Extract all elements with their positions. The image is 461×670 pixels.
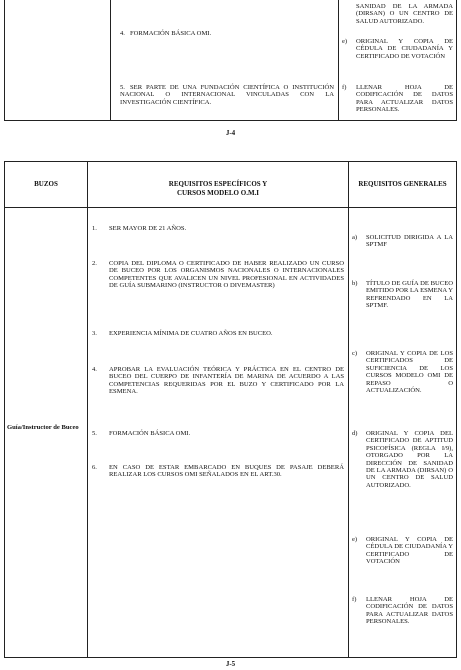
general-text-f: LLENAR HOJA DE CODIFICACIÓN DE DATOS PARA ACTUALIZAR DATOS PERSONALES. xyxy=(366,596,453,626)
top-general-letter-f: f) xyxy=(342,84,347,91)
spec-text-2: COPIA DEL DIPLOMA O CERTIFICADO DE HABER REALIZADO UN CURSO DE BUCEO POR LOS ORGANISMOS NACIONALES O INTERNACIONALES COMPETENTES QUE AVALICEN UN NIVEL PROFESIONAL EN ACTIVIDADES DE GUÍA SUBMARINO (INSTRUCTOR O DIVEMASTER) xyxy=(109,260,344,290)
spec-num-3: 3. xyxy=(92,330,97,337)
top-spec-num-4: 4. xyxy=(120,30,125,37)
spec-num-6: 6. xyxy=(92,464,97,471)
header-general: REQUISITOS GENERALES xyxy=(358,180,447,188)
general-letter-c: c) xyxy=(352,350,358,357)
row-label-guia-instructor: Guía/Instructor de Buceo xyxy=(7,424,79,431)
top-general-text-e: ORIGINAL Y COPIA DE CÉDULA DE CIUDADANÍA Y CERTIFICADO DE VOTACIÓN xyxy=(356,38,453,60)
page-label-j5: J-5 xyxy=(225,660,236,668)
general-letter-a: a) xyxy=(352,234,358,241)
general-letter-d: d) xyxy=(352,430,358,437)
spec-text-6: EN CASO DE ESTAR EMBARCADO EN BUQUES DE PASAJE DEBERÁ REALIZAR LOS CURSOS OMI SEÑALADOS EN EL ART.30. xyxy=(109,464,344,479)
top-general-d-cont: SANIDAD DE LA ARMADA (DIRSAN) O UN CENTRO DE SALUD AUTORIZADO. xyxy=(356,3,453,25)
spec-text-4: APROBAR LA EVALUACIÓN TEÓRICA Y PRÁCTICA EN EL CENTRO DE BUCEO DEL CUERPO DE INFANTERÍA DE MARINA DE ACUERDO A LAS COMPETENCIAS REQUERIDAS POR EL BUZO Y CERTIFICADO POR LA ESMENA. xyxy=(109,366,344,396)
header-specific-line2: CURSOS MODELO O.M.I xyxy=(176,189,260,197)
general-letter-e: e) xyxy=(352,536,358,543)
general-text-a: SOLICITUD DIRIGIDA A LA SPTMF xyxy=(366,234,453,249)
general-text-b: TÍTULO DE GUÍA DE BUCEO EMITIDO POR LA ESMENA Y REFRENDADO EN LA SPTMF. xyxy=(366,280,453,310)
spec-text-1: SER MAYOR DE 21 AÑOS. xyxy=(109,225,187,232)
general-text-e: ORIGINAL Y COPIA DE CÉDULA DE CIUDADANÍA Y CERTIFICADO DE VOTACIÓN xyxy=(366,536,453,566)
spec-num-2: 2. xyxy=(92,260,97,267)
header-specific-line1: REQUISITOS ESPECÍFICOS Y xyxy=(168,180,268,188)
general-letter-b: b) xyxy=(352,280,358,287)
spec-num-5: 5. xyxy=(92,430,97,437)
spec-num-1: 1. xyxy=(92,225,97,232)
general-text-d: ORIGINAL Y COPIA DEL CERTIFICADO DE APTITUD PSICOFÍSICA (REGLA I/9), OTORGADO POR LA DIRECCIÓN DE SANIDAD DE LA ARMADA (DIRSAN) O UN CENTRO DE SALUD AUTORIZADO. xyxy=(366,430,453,489)
top-spec-num-5: 5. xyxy=(120,84,125,91)
top-spec-text-4: FORMACIÓN BÁSICA OMI. xyxy=(130,30,212,37)
top-spec-text-5: SER PARTE DE UNA FUNDACIÓN CIENTÍFICA O INSTITUCIÓN NACIONAL O INTERNACIONAL VINCULADAS CON LA INVESTIGACIÓN CIENTÍFICA. xyxy=(120,84,334,106)
spec-text-3: EXPERIENCIA MÍNIMA DE CUATRO AÑOS EN BUCEO. xyxy=(109,330,273,337)
top-general-text-f: LLENAR HOJA DE CODIFICACIÓN DE DATOS PARA ACTUALIZAR DATOS PERSONALES. xyxy=(356,84,453,114)
general-letter-f: f) xyxy=(352,596,357,603)
page-label-j4: J-4 xyxy=(225,129,236,137)
header-buzos: BUZOS xyxy=(34,180,58,188)
top-general-letter-e: e) xyxy=(342,38,348,45)
general-text-c: ORIGINAL Y COPIA DE LOS CERTIFICADOS DE SUFICIENCIA DE LOS CURSOS MODELO OMI DE REPASO O ACTUALIZACIÓN. xyxy=(366,350,453,395)
spec-num-4: 4. xyxy=(92,366,97,373)
spec-text-5: FORMACIÓN BÁSICA OMI. xyxy=(109,430,191,437)
